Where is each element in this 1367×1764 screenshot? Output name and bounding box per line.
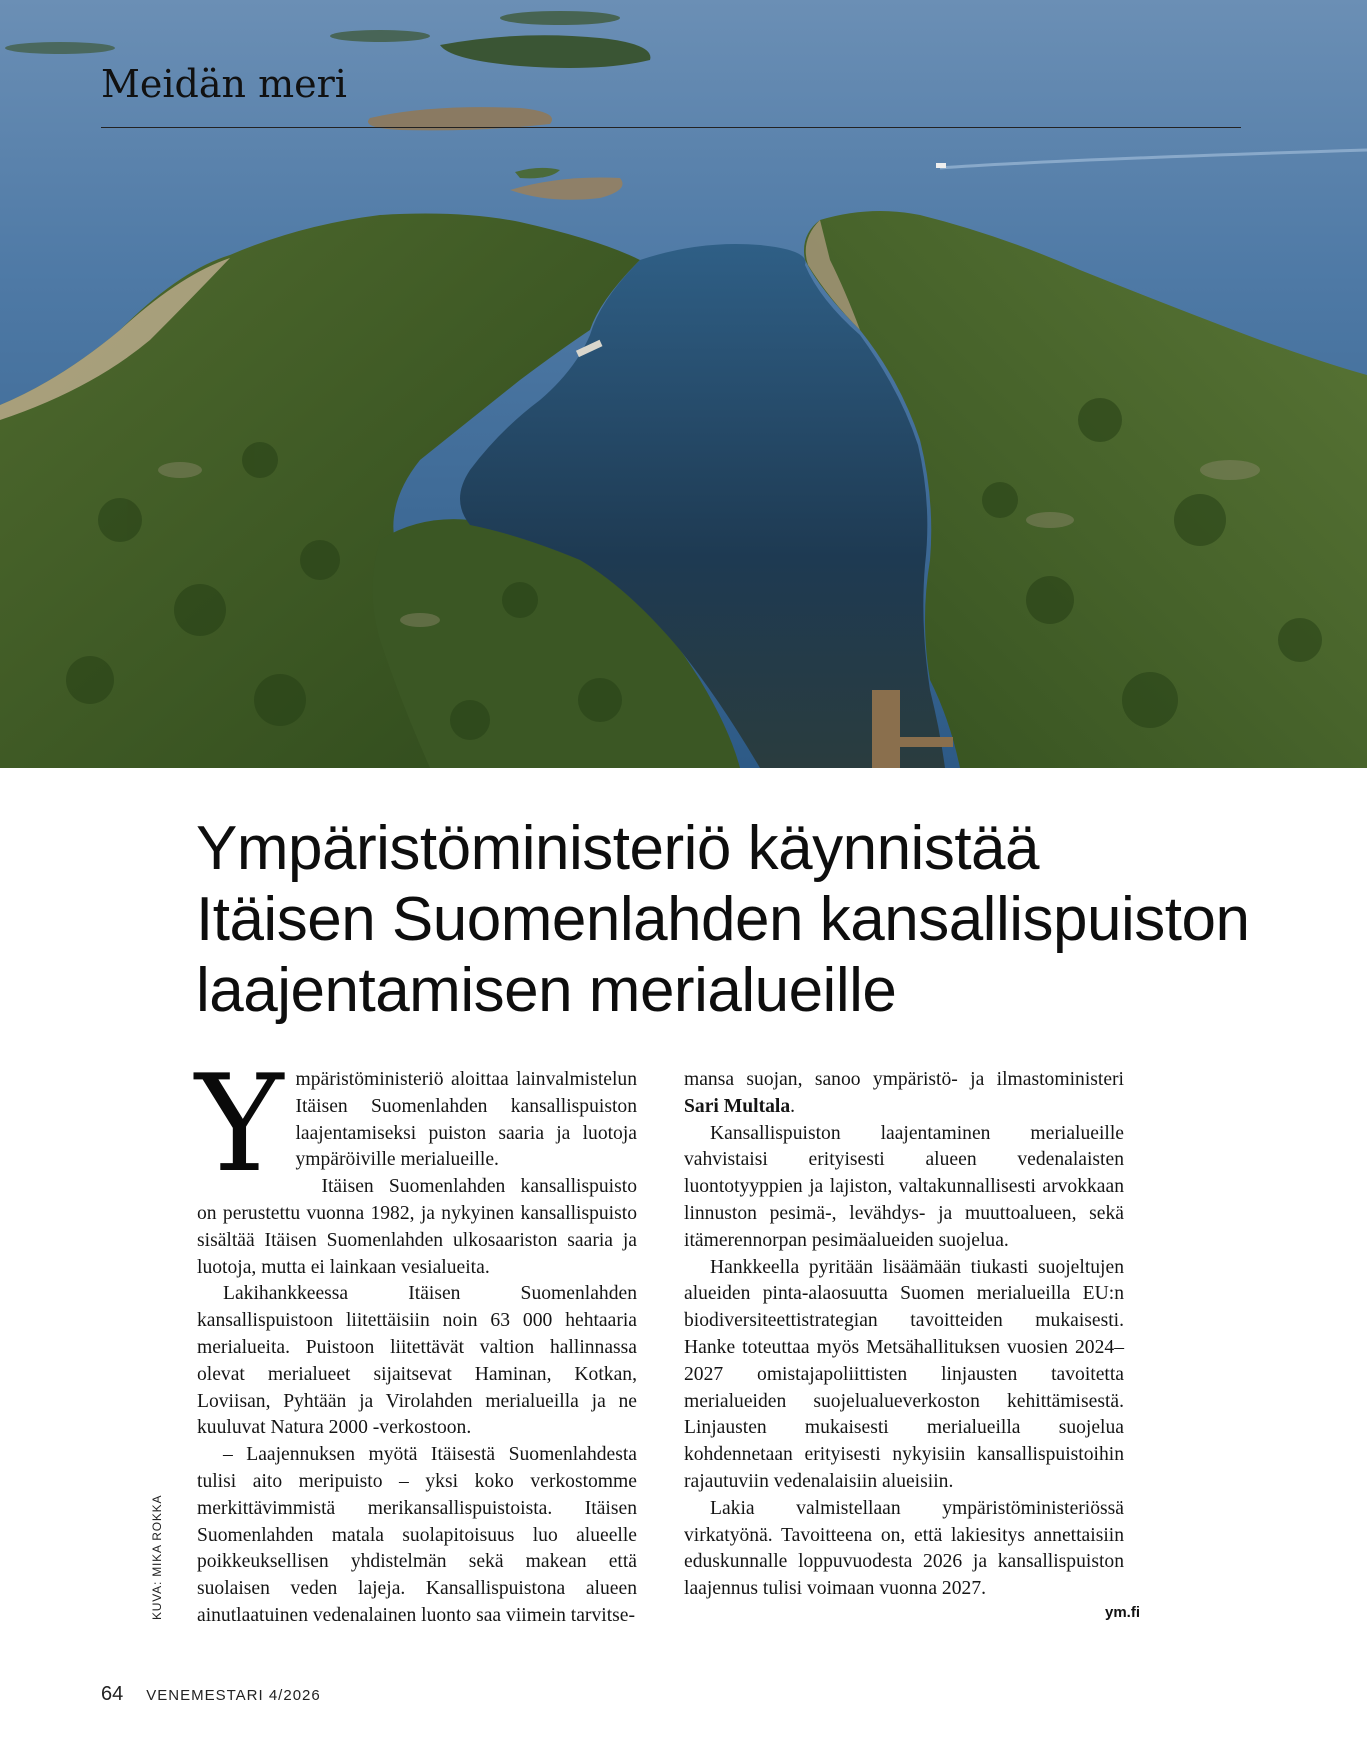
page-number: 64 [101, 1683, 124, 1705]
drop-cap: Y [195, 1046, 284, 1202]
photo-credit: KUVA: MIKA ROKKA [150, 1494, 164, 1620]
body-paragraph: Kansallispuiston laajentaminen merialueille vahvistaisi erityisesti alueen vedenalaisten luontotyyppien ja lajiston, valtakunnallisesti arvokkaan linnuston pesimä-, levähdys- ja muuttoalueen, sekä itämerennorpan pesimäalueiden suojelua. [684, 1122, 1124, 1251]
body-paragraph: Ympäristöministeriö aloittaa lainvalmistelun Itäisen Suomenlahden kansallispuiston laajentamiseksi puiston saaria ja luotoja ympäröiville merialueille. [195, 1046, 637, 1202]
body-paragraph: mansa suojan, sanoo ympäristö- ja ilmastoministeri Sari Multala. [684, 1069, 1124, 1117]
minister-name: Sari Multala [684, 1095, 791, 1117]
aerial-archipelago-photo [0, 0, 1367, 768]
body-paragraph: Lakihankkeessa Itäisen Suomenlahden kansallispuistoon liitettäisiin noin 63 000 hehtaaria merialueita. Puistoon liitettävät valtion hallinnassa olevat merialueet sijaitsevat Haminan, Kotkan, Loviisan, Pyhtään ja Virolahden merialueilla ja ne kuuluvat Natura 2000 -verkostoon. [197, 1283, 637, 1439]
section-title: Meidän meri [101, 62, 347, 106]
body-paragraph: Lakia valmistellaan ympäristöministeriössä virkatyönä. Tavoitteena on, että lakiesitys annettaisiin eduskunnalle loppuvuodesta 2026 ja kansallispuiston laajennus tulisi voimaan vuonna 2027. [684, 1497, 1124, 1600]
section-divider [101, 127, 1241, 128]
article-headline [196, 813, 1316, 1026]
source-link[interactable]: ym.fi [1105, 1604, 1141, 1621]
body-paragraph: Hankkeella pyritään lisäämään tiukasti suojeltujen alueiden pinta-alaosuutta Suomen merialueilla EU:n biodiversiteettistrategian tavoitteiden mukaisesti. Hanke toteuttaa myös Metsähallituksen vuosien 2024–2027 omistajapoliittisten linjausten tavoitetta merialueiden suojelualueverkoston kehittämisestä. Linjausten mukaisesti merialueilla suojelua kohdennetaan erityisesti nykyisiin kansallispuistoihin rajautuviin vedenalaisiin alueisiin. [684, 1256, 1124, 1492]
body-column-left [195, 1046, 637, 1630]
body-paragraph: – Laajennuksen myötä Itäisestä Suomenlahdesta tulisi aito meripuisto – yksi koko verkostomme merkittävimmistä merikansallispuistoista. Itäisen Suomenlahden matala suolapitoisuus luo alueelle poikkeuksellisen yhdistelmän sekä makean että suolaisen veden lajeja. Kansallispuistona alueen ainutlaatuinen vedenalainen luonto saa viimein tarvitse- [197, 1444, 637, 1626]
headline-line: Ympäristöministeriö käynnistää [196, 814, 1040, 883]
page-footer [101, 1683, 321, 1706]
headline-line: Itäisen Suomenlahden kansallispuiston [196, 885, 1250, 954]
magazine-issue: VENEMESTARI 4/2026 [146, 1687, 321, 1704]
body-paragraph: Itäisen Suomenlahden kansallispuisto on perustettu vuonna 1982, ja nykyinen kansallispuisto sisältää Itäisen Suomenlahden ulkosaariston saaria ja luotoja, mutta ei lainkaan vesialueita. [197, 1176, 637, 1278]
hero-photo [0, 0, 1367, 768]
body-column-right [684, 1067, 1124, 1603]
headline-line: laajentamisen merialueille [196, 956, 897, 1025]
